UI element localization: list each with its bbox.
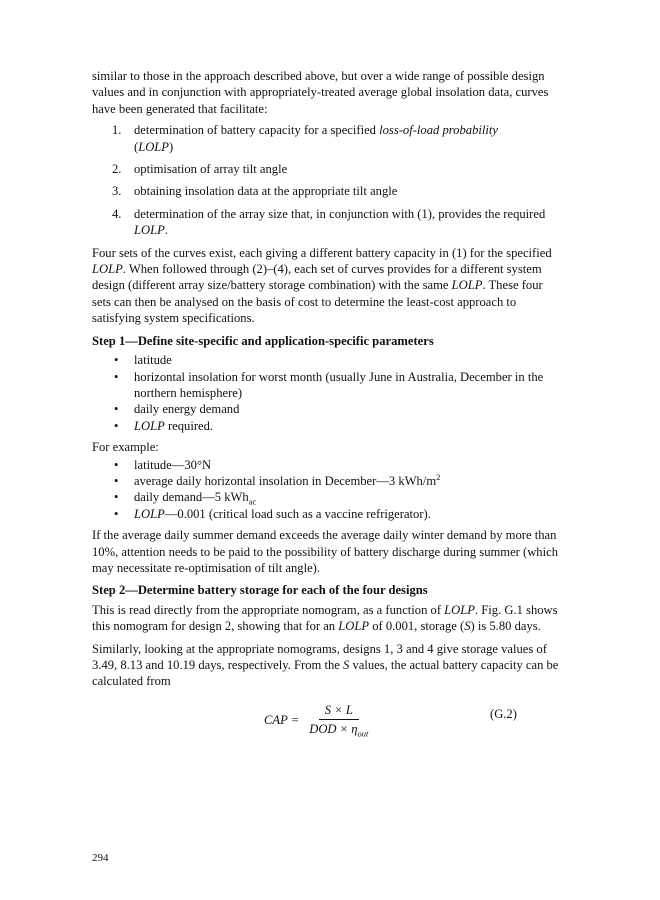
list-item: • average daily horizontal insolation in December—3 kWh/$m^2$ <box>114 471 441 488</box>
list-number: 2. <box>112 162 122 177</box>
bullet-icon: • <box>114 353 119 368</box>
list-item: 2. optimisation of array tilt angle <box>112 162 288 177</box>
bullet-icon: • <box>114 369 119 384</box>
list-number: 1. <box>112 123 122 138</box>
list-item: 1. determination of battery capacity for a specified loss-of-load probability (LOLP) <box>112 123 498 154</box>
list-item: • LOLP—0.001 (critical load such as a vaccine refrigerator). <box>114 506 431 521</box>
list-item: • latitude—30°N <box>114 457 212 472</box>
list-item: • daily demand—5 kWh$_{ac}$ <box>114 490 257 507</box>
list-item: • latitude <box>114 353 172 368</box>
example-bullets <box>92 457 562 523</box>
bullet-icon: • <box>114 506 119 521</box>
bullet-icon: • <box>114 418 119 433</box>
page-body <box>92 68 562 744</box>
list-item: • daily energy demand <box>114 402 240 417</box>
equation-fraction <box>303 702 374 738</box>
bullet-icon: • <box>114 402 119 417</box>
bullet-icon: • <box>114 490 119 505</box>
list-item: 4. determination of the array size that, in conjunction with (1), provides the required LOLP. <box>112 206 546 238</box>
equation-g2 <box>92 696 562 744</box>
list-number: 4. <box>112 206 122 221</box>
example-label: For example: <box>92 440 159 455</box>
intro-paragraph: similar to those in the approach described above, but over a wide range of possible design values and in conjunction with appropriately-treated average global insolation data, curves have been generated that facilitate: <box>92 69 549 116</box>
list-number: 3. <box>112 184 122 199</box>
equation-lhs: CAP = <box>264 712 300 727</box>
bullet-icon: • <box>114 473 119 488</box>
page-number: 294 <box>92 852 109 864</box>
curves-paragraph: Four sets of the curves exist, each giving a different battery capacity in (1) for the specified LOLP. When followed through (2)–(4), each set of curves provides for a different system design (different array size/battery storage combination) with the same LOLP. These four sets can then be analysed on the basis of cost to determine the least-cost approach to satisfying system specifications. <box>92 245 552 326</box>
step1-bullets <box>92 352 562 434</box>
step1-heading: Step 1—Define site-specific and application-specific parameters <box>92 333 434 348</box>
list-item: • LOLP required. <box>114 418 214 433</box>
equation <box>264 702 374 738</box>
list-item: • horizontal insolation for worst month (usually June in Australia, December in the northern hemisphere) <box>114 369 544 400</box>
step2-paragraph-2: Similarly, looking at the appropriate nomograms, designs 1, 3 and 4 give storage values of 3.49, 8.13 and 10.19 days, respectively. From the S values, the actual battery capacity can be calculated from <box>92 641 559 689</box>
list-item: 3. obtaining insolation data at the appropriate tilt angle <box>112 184 398 199</box>
step2-paragraph-1: This is read directly from the appropriate nomogram, as a function of LOLP. Fig. G.1 shows this nomogram for design 2, showing that for an LOLP of 0.001, storage (S) is 5.80 days. <box>92 602 558 634</box>
step2-heading: Step 2—Determine battery storage for each of the four designs <box>92 583 428 598</box>
numbered-list <box>92 122 562 238</box>
equation-numerator: S × L <box>319 702 359 720</box>
summer-paragraph: If the average daily summer demand exceeds the average daily winter demand by more than 10%, attention needs to be paid to the possibility of battery discharge during summer (which may necessitate re-optimisation of tilt angle). <box>92 528 558 575</box>
bullet-icon: • <box>114 457 119 472</box>
equation-label: (G.2) <box>490 706 517 721</box>
equation-denominator: DOD × $\eta_{out}$ <box>309 722 369 739</box>
